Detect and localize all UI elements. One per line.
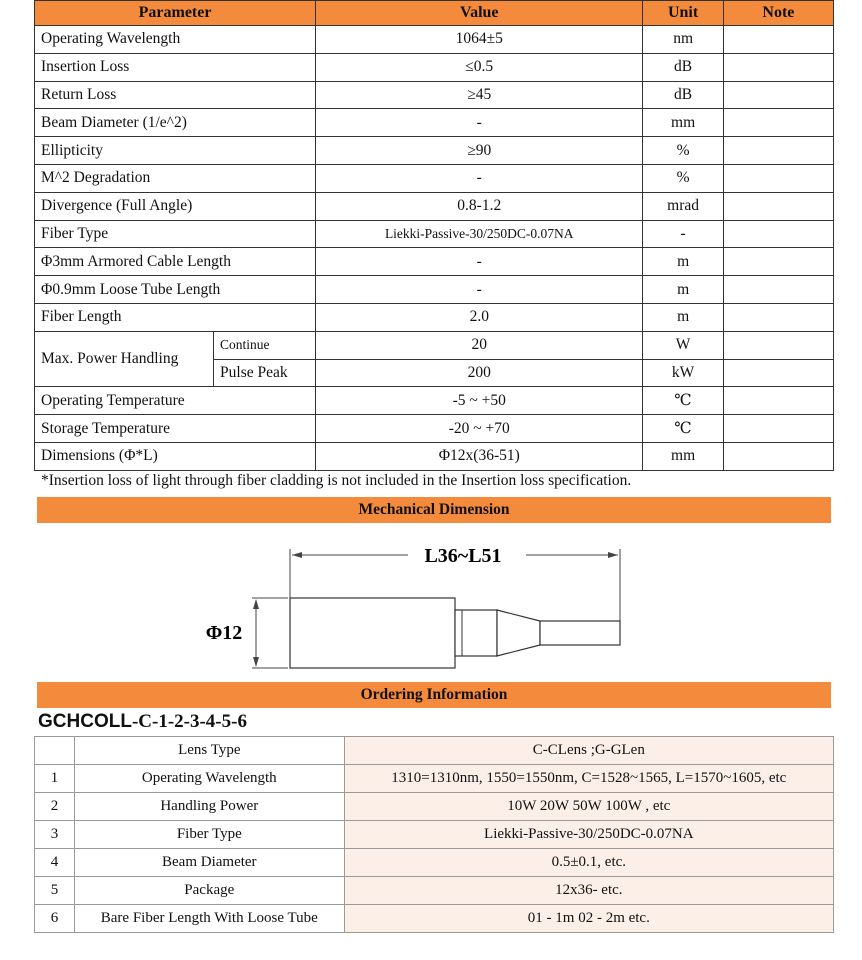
collimator-ferrule	[455, 610, 497, 656]
param-value: 0.8-1.2	[316, 192, 643, 220]
param-unit: ℃	[643, 387, 723, 415]
ordering-row	[35, 737, 834, 765]
param-unit: dB	[643, 53, 723, 81]
param-name: M^2 Degradation	[35, 164, 316, 192]
param-unit: m	[643, 303, 723, 331]
collimator-body	[290, 598, 455, 668]
dia-arrow-top	[253, 599, 259, 609]
spec-row-power-continue	[35, 331, 834, 359]
param-value: -5 ~ +50	[316, 387, 643, 415]
note-cell	[723, 415, 833, 443]
ordering-num: 2	[35, 793, 75, 821]
spec-row	[35, 109, 834, 137]
power-continue-unit: W	[643, 331, 723, 359]
spec-row	[35, 303, 834, 331]
param-value: -	[316, 109, 643, 137]
ordering-row	[35, 793, 834, 821]
power-peak-value: 200	[316, 359, 643, 387]
param-unit: -	[643, 220, 723, 248]
ordering-value: 12x36- etc.	[344, 877, 833, 905]
dia-arrow-bottom	[253, 657, 259, 667]
param-name: Fiber Length	[35, 303, 316, 331]
ordering-field: Package	[74, 877, 344, 905]
header-note: Note	[723, 1, 833, 26]
spec-row	[35, 137, 834, 165]
ordering-num: 5	[35, 877, 75, 905]
param-value: 1064±5	[316, 26, 643, 54]
ordering-value: 1310=1310nm, 1550=1550nm, C=1528~1565, L=1570~1605, etc	[344, 765, 833, 793]
param-name: Beam Diameter (1/e^2)	[35, 109, 316, 137]
ordering-field: Operating Wavelength	[74, 765, 344, 793]
note-cell	[723, 359, 833, 387]
ordering-info-header: Ordering Information	[37, 682, 831, 708]
param-name: Divergence (Full Angle)	[35, 192, 316, 220]
ordering-value: C-CLens ;G-GLen	[344, 737, 833, 765]
ordering-field: Beam Diameter	[74, 849, 344, 877]
ordering-value: Liekki-Passive-30/250DC-0.07NA	[344, 821, 833, 849]
param-value: -	[316, 164, 643, 192]
ordering-field: Fiber Type	[74, 821, 344, 849]
spec-row	[35, 415, 834, 443]
power-peak-unit: kW	[643, 359, 723, 387]
note-cell	[723, 276, 833, 304]
ordering-field: Bare Fiber Length With Loose Tube	[74, 905, 344, 933]
param-value: Φ12x(36-51)	[316, 442, 643, 470]
param-unit: m	[643, 248, 723, 276]
note-cell	[723, 303, 833, 331]
ordering-num	[35, 737, 75, 765]
param-name: Storage Temperature	[35, 415, 316, 443]
spec-row	[35, 192, 834, 220]
param-name: Dimensions (Φ*L)	[35, 442, 316, 470]
spec-row	[35, 53, 834, 81]
param-name: Operating Temperature	[35, 387, 316, 415]
ordering-table	[34, 736, 834, 933]
spec-row	[35, 276, 834, 304]
note-cell	[723, 26, 833, 54]
spec-row	[35, 220, 834, 248]
ordering-num: 1	[35, 765, 75, 793]
param-unit: mm	[643, 109, 723, 137]
param-value: Liekki-Passive-30/250DC-0.07NA	[316, 220, 643, 248]
strain-relief-cone	[497, 610, 540, 656]
arrow-right	[608, 552, 618, 558]
note-cell	[723, 81, 833, 109]
param-unit: ℃	[643, 415, 723, 443]
param-value: ≥90	[316, 137, 643, 165]
param-name: Insertion Loss	[35, 53, 316, 81]
power-continue-label: Continue	[214, 331, 316, 359]
ordering-row	[35, 849, 834, 877]
part-code-suffix: -C-1-2-3-4-5-6	[131, 711, 247, 732]
param-name: Ellipticity	[35, 137, 316, 165]
arrow-left	[292, 552, 302, 558]
param-unit: dB	[643, 81, 723, 109]
mechanical-drawing	[0, 523, 862, 683]
param-value: -	[316, 248, 643, 276]
ordering-num: 4	[35, 849, 75, 877]
param-unit: mrad	[643, 192, 723, 220]
param-value: 2.0	[316, 303, 643, 331]
ordering-row	[35, 877, 834, 905]
ordering-value: 01 - 1m 02 - 2m etc.	[344, 905, 833, 933]
mechanical-dimension-header: Mechanical Dimension	[37, 497, 831, 523]
header-parameter: Parameter	[35, 1, 316, 26]
spec-row	[35, 248, 834, 276]
param-name: Return Loss	[35, 81, 316, 109]
note-cell	[723, 387, 833, 415]
note-cell	[723, 192, 833, 220]
length-label: L36~L51	[424, 545, 502, 567]
ordering-row	[35, 821, 834, 849]
ordering-field: Handling Power	[74, 793, 344, 821]
note-cell	[723, 164, 833, 192]
note-cell	[723, 53, 833, 81]
header-value: Value	[316, 1, 643, 26]
spec-row	[35, 26, 834, 54]
param-value: -	[316, 276, 643, 304]
param-unit: mm	[643, 442, 723, 470]
part-code-prefix: GCHCOLL	[38, 711, 132, 732]
note-cell	[723, 109, 833, 137]
power-peak-label: Pulse Peak	[214, 359, 316, 387]
part-code	[38, 711, 247, 733]
param-unit: %	[643, 164, 723, 192]
spec-header-row	[35, 1, 834, 26]
ordering-num: 6	[35, 905, 75, 933]
power-continue-value: 20	[316, 331, 643, 359]
note-cell	[723, 220, 833, 248]
footnote: *Insertion loss of light through fiber cladding is not included in the Insertion loss specification.	[41, 472, 632, 489]
spec-table	[34, 0, 834, 471]
spec-row	[35, 387, 834, 415]
param-unit: nm	[643, 26, 723, 54]
param-max-power: Max. Power Handling	[35, 331, 214, 387]
ordering-num: 3	[35, 821, 75, 849]
header-unit: Unit	[643, 1, 723, 26]
param-name: Φ0.9mm Loose Tube Length	[35, 276, 316, 304]
param-value: -20 ~ +70	[316, 415, 643, 443]
param-unit: m	[643, 276, 723, 304]
note-cell	[723, 442, 833, 470]
spec-row	[35, 164, 834, 192]
param-value: ≤0.5	[316, 53, 643, 81]
ordering-value: 0.5±0.1, etc.	[344, 849, 833, 877]
param-name: Φ3mm Armored Cable Length	[35, 248, 316, 276]
ordering-field: Lens Type	[74, 737, 344, 765]
note-cell	[723, 137, 833, 165]
diameter-label: Φ12	[205, 622, 243, 644]
note-cell	[723, 248, 833, 276]
fiber-tube	[540, 621, 620, 645]
param-value: ≥45	[316, 81, 643, 109]
spec-row	[35, 81, 834, 109]
param-name: Fiber Type	[35, 220, 316, 248]
note-cell	[723, 331, 833, 359]
ordering-row	[35, 905, 834, 933]
param-name: Operating Wavelength	[35, 26, 316, 54]
param-unit: %	[643, 137, 723, 165]
ordering-row	[35, 765, 834, 793]
spec-row	[35, 442, 834, 470]
ordering-value: 10W 20W 50W 100W , etc	[344, 793, 833, 821]
